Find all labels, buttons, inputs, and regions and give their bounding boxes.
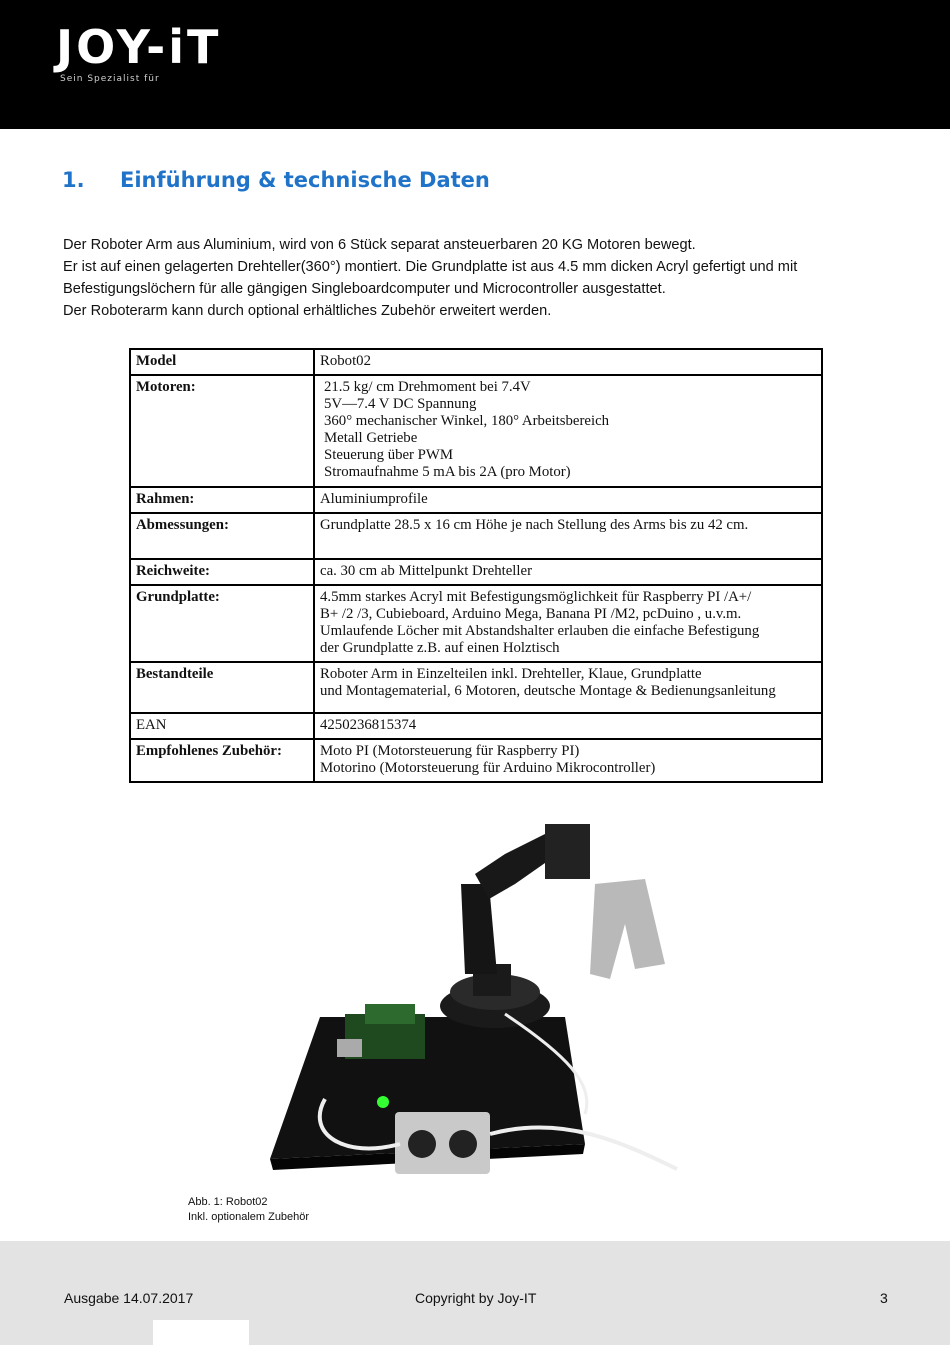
spec-value bbox=[314, 739, 822, 782]
spec-value bbox=[314, 375, 822, 487]
intro-line: Er ist auf einen gelagerten Drehteller(360°) montiert. Die Grundplatte ist aus 4.5 mm dicken Acryl gefertigt und mit bbox=[63, 259, 798, 275]
brand-logo: JOY-iT bbox=[56, 20, 222, 74]
spec-value-line: ca. 30 cm ab Mittelpunkt Drehteller bbox=[320, 563, 533, 579]
brand-tagline: Sein Spezialist für bbox=[60, 74, 160, 84]
spec-row-bestandteile bbox=[130, 662, 822, 713]
footer-strip bbox=[153, 1320, 249, 1345]
page-footer bbox=[0, 1241, 950, 1345]
spec-row-model bbox=[130, 349, 822, 375]
spec-value-line: B+ /2 /3, Cubieboard, Arduino Mega, Banana PI /M2, pcDuino , u.v.m. bbox=[320, 606, 742, 622]
section-heading bbox=[62, 168, 490, 192]
spec-value-line: und Montagematerial, 6 Motoren, deutsche Montage & Bedienungsanleitung bbox=[320, 683, 776, 699]
footer-date: Ausgabe 14.07.2017 bbox=[64, 1290, 194, 1306]
spec-value-line: 360° mechanischer Winkel, 180° Arbeitsbereich bbox=[324, 413, 610, 429]
spec-key: Model bbox=[130, 349, 314, 375]
spec-value-line: Stromaufnahme 5 mA bis 2A (pro Motor) bbox=[324, 464, 571, 480]
spec-row-grundplatte bbox=[130, 585, 822, 662]
spec-row-ean bbox=[130, 713, 822, 739]
spec-key: Motoren: bbox=[130, 375, 314, 487]
intro-line: Der Roboter Arm aus Aluminium, wird von 6 Stück separat ansteuerbaren 20 KG Motoren bewegt. bbox=[63, 237, 696, 253]
spec-value bbox=[314, 713, 822, 739]
robot-arm-photo bbox=[265, 814, 695, 1194]
spec-value-line: Grundplatte 28.5 x 16 cm Höhe je nach Stellung des Arms bis zu 42 cm. bbox=[320, 517, 749, 533]
spec-value-line: Steuerung über PWM bbox=[324, 447, 454, 463]
spec-key: Rahmen: bbox=[130, 487, 314, 513]
spec-value-line: 4.5mm starkes Acryl mit Befestigungsmöglichkeit für Raspberry PI /A+/ bbox=[320, 589, 752, 605]
spec-value bbox=[314, 662, 822, 713]
figure-caption bbox=[188, 1195, 309, 1225]
intro-line: Befestigungslöchern für alle gängigen Singleboardcomputer und Microcontroller ausgestattet. bbox=[63, 281, 666, 297]
intro-text bbox=[63, 234, 893, 322]
spec-value-line: 21.5 kg/ cm Drehmoment bei 7.4V bbox=[324, 379, 531, 395]
spec-value bbox=[314, 513, 822, 559]
spec-row-rahmen bbox=[130, 487, 822, 513]
spec-key: Bestandteile bbox=[130, 662, 314, 713]
spec-row-zubehoer bbox=[130, 739, 822, 782]
spec-value-line: Motorino (Motorsteuerung für Arduino Mikrocontroller) bbox=[320, 760, 656, 776]
section-number: 1. bbox=[62, 168, 85, 192]
spec-value-line: Metall Getriebe bbox=[324, 430, 418, 446]
page-header bbox=[0, 0, 950, 129]
page-number: 3 bbox=[880, 1290, 888, 1306]
section-title: Einführung & technische Daten bbox=[120, 168, 490, 192]
spec-value-line: Umlaufende Löcher mit Abstandshalter erlauben die einfache Befestigung bbox=[320, 623, 760, 639]
spec-key: Grundplatte: bbox=[130, 585, 314, 662]
spec-value bbox=[314, 585, 822, 662]
spec-value bbox=[314, 349, 822, 375]
spec-value bbox=[314, 487, 822, 513]
spec-row-abmessungen bbox=[130, 513, 822, 559]
intro-line: Der Roboterarm kann durch optional erhältliches Zubehör erweitert werden. bbox=[63, 303, 552, 319]
caption-line: Abb. 1: Robot02 bbox=[188, 1196, 268, 1208]
spec-value bbox=[314, 559, 822, 585]
spec-value-line: Roboter Arm in Einzelteilen inkl. Drehteller, Klaue, Grundplatte bbox=[320, 666, 702, 682]
spec-value-line: Moto PI (Motorsteuerung für Raspberry PI) bbox=[320, 743, 580, 759]
caption-line: Inkl. optionalem Zubehör bbox=[188, 1211, 310, 1223]
spec-key: EAN bbox=[130, 713, 314, 739]
spec-value-line: der Grundplatte z.B. auf einen Holztisch bbox=[320, 640, 560, 656]
spec-value-line: Aluminiumprofile bbox=[320, 491, 428, 507]
spec-key: Reichweite: bbox=[130, 559, 314, 585]
spec-value-line: 5V—7.4 V DC Spannung bbox=[324, 396, 477, 412]
spec-key: Empfohlenes Zubehör: bbox=[130, 739, 314, 782]
spec-value-line: Robot02 bbox=[320, 353, 371, 369]
spec-value-line: 4250236815374 bbox=[320, 717, 417, 733]
spec-row-reichweite bbox=[130, 559, 822, 585]
spec-key: Abmessungen: bbox=[130, 513, 314, 559]
footer-copyright: Copyright by Joy-IT bbox=[415, 1290, 537, 1306]
spec-table bbox=[129, 348, 823, 783]
spec-row-motoren bbox=[130, 375, 822, 487]
